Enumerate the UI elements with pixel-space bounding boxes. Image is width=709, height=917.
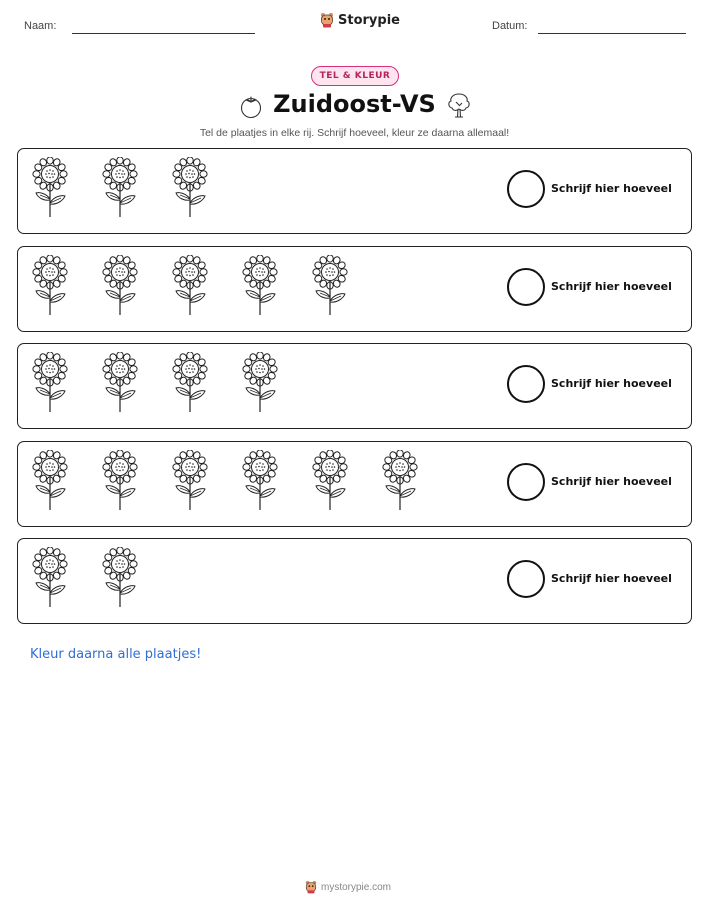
answer-circle[interactable] bbox=[507, 463, 545, 501]
sunflower-icon bbox=[102, 547, 138, 609]
sunflower-icon bbox=[312, 255, 348, 317]
sunflower-icon bbox=[382, 450, 418, 512]
activity-badge: TEL & KLEUR bbox=[311, 66, 399, 86]
count-row bbox=[17, 538, 692, 624]
sunflower-icon bbox=[172, 157, 208, 219]
sunflower-icon bbox=[102, 352, 138, 414]
count-row bbox=[17, 246, 692, 332]
page-title: Zuidoost-VS bbox=[273, 90, 436, 118]
storypie-logo bbox=[320, 12, 400, 28]
sunflower-icon bbox=[32, 157, 68, 219]
footer-brand bbox=[305, 880, 391, 894]
sunflower-icon bbox=[172, 450, 208, 512]
flower-group bbox=[32, 255, 348, 317]
brand-name: Storypie bbox=[338, 12, 400, 28]
date-label: Datum: bbox=[492, 20, 528, 32]
storypie-mascot-icon bbox=[305, 880, 317, 894]
answer-circle[interactable] bbox=[507, 560, 545, 598]
sunflower-icon bbox=[242, 255, 278, 317]
answer-label: Schrijf hier hoeveel bbox=[551, 572, 672, 585]
flower-group bbox=[32, 352, 278, 414]
tree-icon bbox=[446, 90, 472, 120]
sunflower-icon bbox=[242, 352, 278, 414]
sunflower-icon bbox=[102, 255, 138, 317]
count-row bbox=[17, 343, 692, 429]
answer-circle[interactable] bbox=[507, 170, 545, 208]
answer-label: Schrijf hier hoeveel bbox=[551, 377, 672, 390]
count-row bbox=[17, 148, 692, 234]
instructions: Tel de plaatjes in elke rij. Schrijf hoeveel, kleur ze daarna allemaal! bbox=[199, 127, 510, 139]
answer-label: Schrijf hier hoeveel bbox=[551, 182, 672, 195]
flower-group bbox=[32, 547, 138, 609]
sunflower-icon bbox=[102, 157, 138, 219]
count-row bbox=[17, 441, 692, 527]
answer-label: Schrijf hier hoeveel bbox=[551, 280, 672, 293]
sunflower-icon bbox=[32, 547, 68, 609]
sunflower-icon bbox=[312, 450, 348, 512]
sunflower-icon bbox=[32, 352, 68, 414]
answer-circle[interactable] bbox=[507, 365, 545, 403]
footer-site: mystorypie.com bbox=[321, 881, 392, 893]
answer-circle[interactable] bbox=[507, 268, 545, 306]
sunflower-icon bbox=[242, 450, 278, 512]
name-label: Naam: bbox=[24, 20, 57, 32]
sunflower-icon bbox=[172, 255, 208, 317]
date-line[interactable] bbox=[538, 33, 686, 34]
footer-note: Kleur daarna alle plaatjes! bbox=[30, 647, 202, 662]
flower-group bbox=[32, 157, 208, 219]
flower-group bbox=[32, 450, 418, 512]
sunflower-icon bbox=[172, 352, 208, 414]
sunflower-icon bbox=[102, 450, 138, 512]
sunflower-icon bbox=[32, 450, 68, 512]
storypie-mascot-icon bbox=[320, 12, 334, 28]
sunflower-icon bbox=[32, 255, 68, 317]
name-line[interactable] bbox=[72, 33, 255, 34]
answer-label: Schrijf hier hoeveel bbox=[551, 475, 672, 488]
